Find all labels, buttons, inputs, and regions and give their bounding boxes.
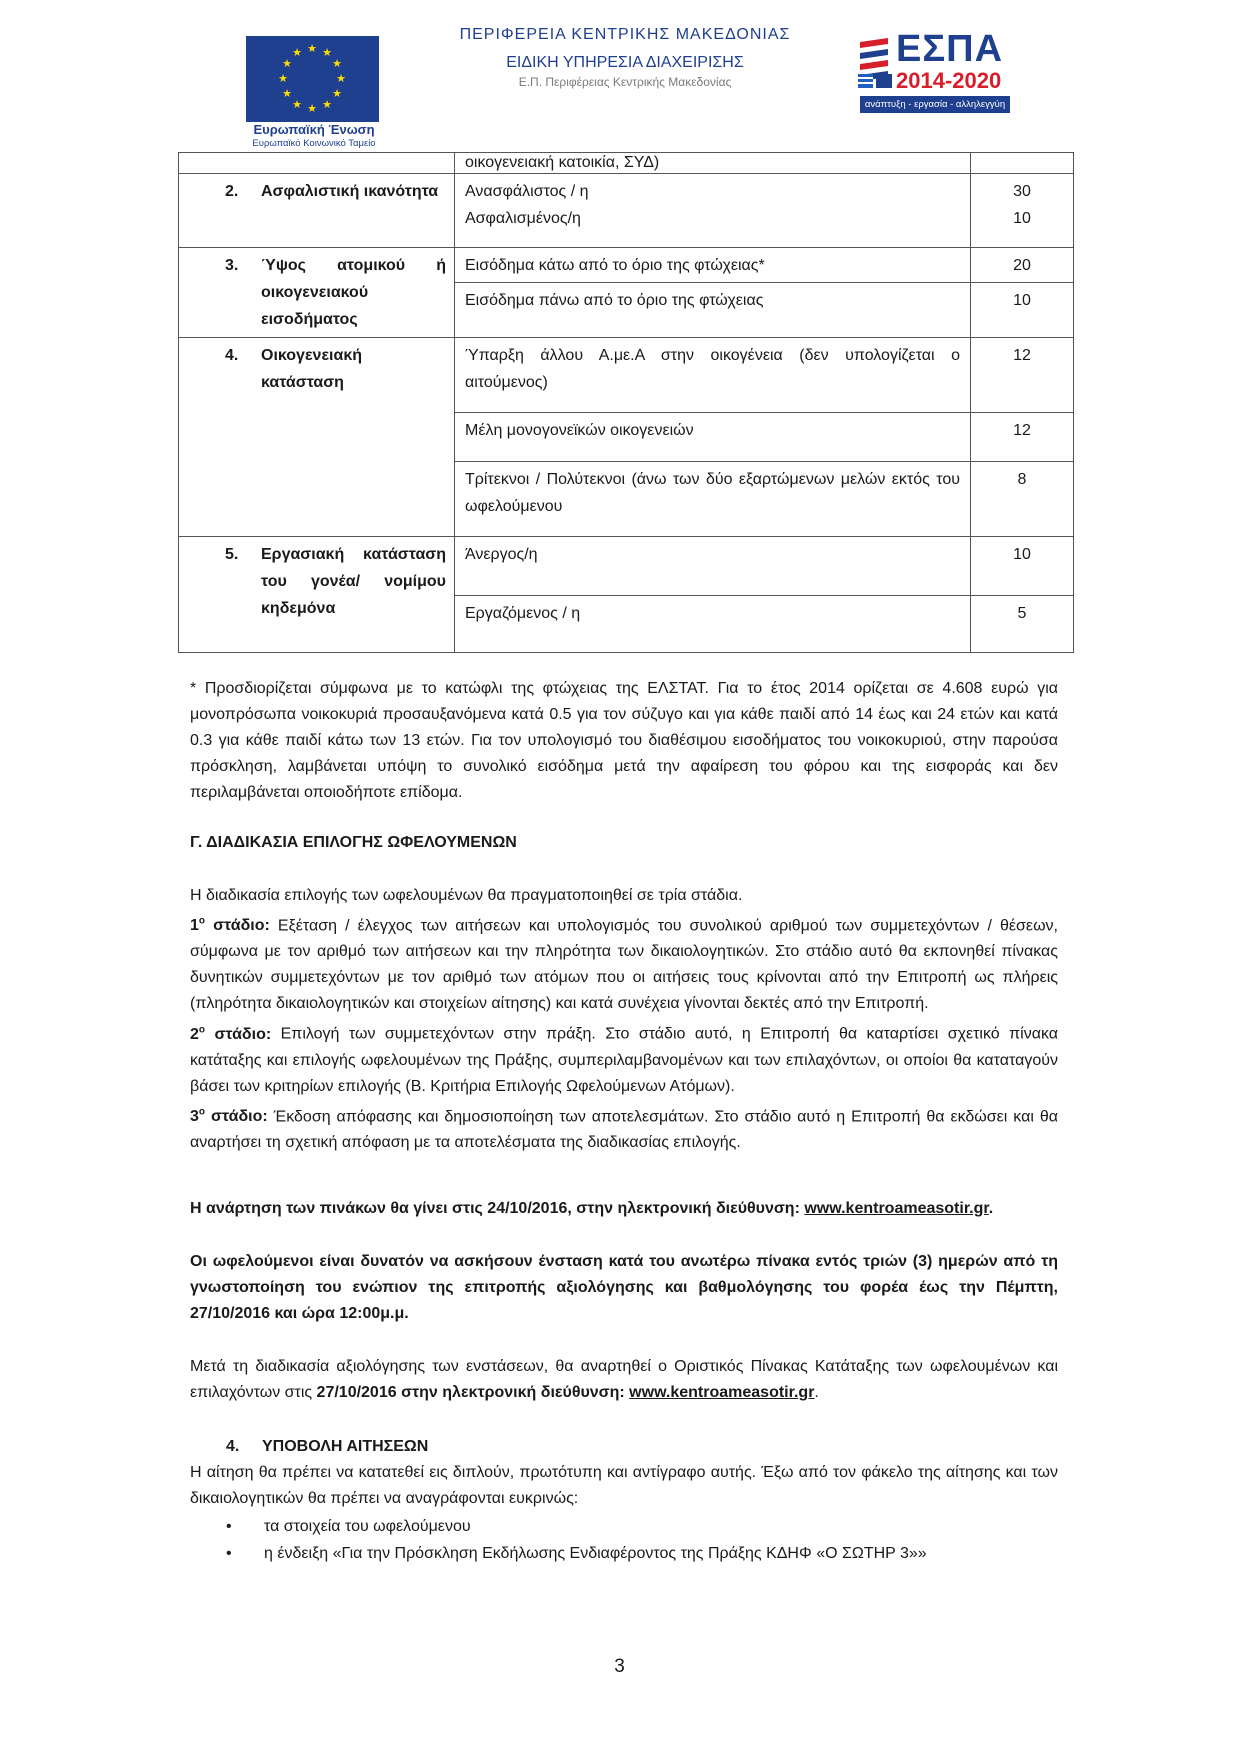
svg-text:★: ★ [278, 72, 288, 85]
table-row [179, 248, 1074, 283]
list-item: • τα στοιχεία του ωφελούμενου [190, 1513, 1058, 1540]
posting-notice: Η ανάρτηση των πινάκων θα γίνει στις 24/10/2016, στην ηλεκτρονική διεύθυνση: www.kentroameasotir.gr. [190, 1200, 994, 1217]
item-text: Εισόδημα πάνω από το όριο της φτώχειας [455, 283, 971, 338]
stage-1: $1^o$ στάδιο: Εξέταση / έλεγχος των αιτήσεων και υπολογισμός του συνολικού αριθμού των συμμετεχόντων / θέσεων, σύμφωνα με τον αριθμό των αιτήσεων και την πληρότητα των δικαιολογητικών. Στο στάδιο αυτό θα εκπονηθεί πίνακας δυνητικών συμμετεχόντων με τον αριθμό των ατόμων που οι αιτήσεις τους κρίνονται από την Επιτροπή ως πλήρεις (πληρότητα δικαιολογητικών και στοιχείων αίτησης) και κατά συνέχεια γίνονται δεκτές από την Επιτροπή. [190, 916, 1059, 1013]
website-link[interactable]: www.kentroameasotir.gr [629, 1384, 815, 1401]
espa-slogan: ανάπτυξη - εργασία - αλληλεγγύη [860, 96, 1010, 113]
item-points: 10 [971, 205, 1074, 248]
item-points: 12 [971, 413, 1074, 462]
item-text: Εργαζόμενος / η [455, 596, 971, 653]
espa-logo-text: ΕΣΠΑ [896, 28, 1004, 70]
section-heading: Γ. ΔΙΑΔΙΚΑΣΙΑ ΕΠΙΛΟΓΗΣ ΩΦΕΛΟΥΜΕΝΩΝ [190, 834, 517, 851]
managing-authority: ΕΙΔΙΚΗ ΥΠΗΡΕΣΙΑ ΔΙΑΧΕΙΡΙΣΗΣ [506, 54, 744, 71]
page-number: 3 [614, 1656, 625, 1677]
section-4-text: Η αίτηση θα πρέπει να κατατεθεί εις διπλούν, πρωτότυπη και αντίγραφο αυτής. Έξω από τον φάκελο της αίτησης και των δικαιολογητικών θα πρέπει να αναγράφονται ευκρινώς: [190, 1464, 1058, 1507]
svg-text:★: ★ [307, 102, 317, 115]
eu-name: Ευρωπαϊκή Ένωση [253, 122, 375, 137]
item-text: Τρίτεκνοι / Πολύτεκνοι (άνω των δύο εξαρτώμενων μελών εκτός του ωφελούμενου [455, 462, 971, 537]
item-points: 30 [971, 174, 1074, 206]
table-row [179, 338, 1074, 413]
criteria-table [178, 152, 1074, 653]
svg-text:★: ★ [336, 72, 346, 85]
table-row [179, 537, 1074, 596]
item-points: 8 [971, 462, 1074, 537]
final-table-notice: Μετά τη διαδικασία αξιολόγησης των ενστάσεων, θα αναρτηθεί ο Οριστικός Πίνακας Κατάταξης των ωφελουμένων και επιλαχόντων στις 27/10/2016 στην ηλεκτρονική διεύθυνση: www.kentroameasotir.gr. [190, 1358, 1058, 1401]
item-text: Ανασφάλιστος / η [455, 174, 971, 206]
requirements-list [190, 1513, 1058, 1567]
website-link[interactable]: www.kentroameasotir.gr [804, 1200, 989, 1217]
item-points: 5 [971, 596, 1074, 653]
criterion-cell: 5. Εργασιακή κατάσταση του γονέα/ νομίμου κηδεμόνα [179, 537, 455, 653]
program-name: Ε.Π. Περιφέρειας Κεντρικής Μακεδονίας [518, 75, 732, 89]
criterion-cell: 2. Ασφαλιστική ικανότητα [179, 174, 455, 248]
table-row [179, 153, 1074, 174]
footnote: * Προσδιορίζεται σύμφωνα με το κατώφλι της φτώχειας της ΕΛΣΤΑΤ. Για το έτος 2014 ορίζεται σε 4.608 ευρώ για μονοπρόσωπα νοικοκυριά προσαυξανόμενα κατά 0.5 για τον σύζυγο και για κάθε παιδί από 14 έως και 24 ετών και κατά 0.3 για κάθε παιδί κάτω των 13 ετών. Για τον υπολογισμό του διαθέσιμου εισοδήματος του νοικοκυριού, στην παρούσα πρόσκληση, λαμβάνεται υπόψη το συνολικό εισόδημα μετά την αφαίρεση του φόρου και της εισφοράς και δεν περιλαμβάνεται οποιοδήποτε επίδομα. [190, 680, 1058, 801]
region-title: ΠΕΡΙΦΕΡΕΙΑ ΚΕΝΤΡΙΚΗΣ ΜΑΚΕΔΟΝΙΑΣ [459, 26, 791, 40]
section-body [190, 883, 1058, 1156]
objection-notice: Οι ωφελούμενοι είναι δυνατόν να ασκήσουν ένσταση κατά του ανωτέρω πίνακα εντός τριών (3) ημερών από τη γνωστοποίηση του ενώπιον της επιτροπής αξιολόγησης και βαθμολόγησης του φορέα έως την Πέμπτη, 27/10/2016 και ώρα 12:00μ.μ. [190, 1253, 1058, 1322]
table-row [179, 174, 1074, 206]
svg-text:★: ★ [292, 98, 302, 111]
item-text: Ύπαρξη άλλου Α.με.Α στην οικογένεια (δεν υπολογίζεται ο αιτούμενος) [455, 338, 971, 413]
criterion-cell: 3. Ύψος ατομικού ή οικογενειακού εισοδήματος [179, 248, 455, 338]
intro-text: Η διαδικασία επιλογής των ωφελουμένων θα πραγματοποιηθεί σε τρία στάδια. [190, 887, 743, 904]
svg-text:★: ★ [307, 42, 317, 55]
eu-fund: Ευρωπαϊκό Κοινωνικό Ταμείο [252, 138, 376, 149]
stage-3: $3^o$ στάδιο: Έκδοση απόφασης και δημοσιοποίηση των αποτελεσμάτων. Στο στάδιο αυτό η Επιτροπή θα εκδώσει και θα αναρτήσει τη σχετική απόφαση με τα αποτελέσματα της διαδικασίας επιλογής. [190, 1106, 1059, 1151]
svg-text:★: ★ [322, 98, 332, 111]
item-text: Άνεργος/η [455, 537, 971, 596]
svg-text:★: ★ [292, 46, 302, 59]
item-text: Ασφαλισμένος/η [455, 205, 971, 248]
stage-2: $2^o$ στάδιο: Επιλογή των συμμετεχόντων στην πράξη. Στο στάδιο αυτό, η Επιτροπή θα καταρτίσει σχετικό πίνακα κατάταξης και επιλογής ωφελουμένων της Πράξης, συμπεριλαμβανομένων και των επιλαχόντων, οι οποίοι θα καταταγούν βάσει των κριτηρίων επιλογής (Β. Κριτήρια Επιλογής Ωφελούμενων Ατόμων). [190, 1024, 1059, 1095]
item-points: 10 [971, 283, 1074, 338]
list-item: • η ένδειξη «Για την Πρόσκληση Εκδήλωσης Ενδιαφέροντος της Πράξης ΚΔΗΦ «Ο ΣΩΤΗΡ 3»» [190, 1540, 1058, 1567]
espa-years: 2014-2020 [896, 68, 1002, 93]
svg-text:★: ★ [332, 57, 342, 70]
item-text: Μέλη μονογονεϊκών οικογενειών [455, 413, 971, 462]
greek-eu-flags-icon [858, 74, 892, 88]
eu-flag-logo [246, 36, 379, 122]
section-4-number: 4. [226, 1438, 240, 1455]
svg-text:★: ★ [282, 87, 292, 100]
criterion-cell: 4. Οικογενειακή κατάσταση [179, 338, 455, 537]
item-points: 12 [971, 338, 1074, 413]
item-points: 20 [971, 248, 1074, 283]
carry-over-text: οικογενειακή κατοικία, ΣΥΔ) [455, 153, 971, 174]
svg-text:★: ★ [332, 87, 342, 100]
svg-text:★: ★ [282, 57, 292, 70]
item-text: Εισόδημα κάτω από το όριο της φτώχειας* [455, 248, 971, 283]
section-4-heading: ΥΠΟΒΟΛΗ ΑΙΤΗΣΕΩΝ [262, 1438, 429, 1455]
svg-text:★: ★ [322, 46, 332, 59]
item-points: 10 [971, 537, 1074, 596]
